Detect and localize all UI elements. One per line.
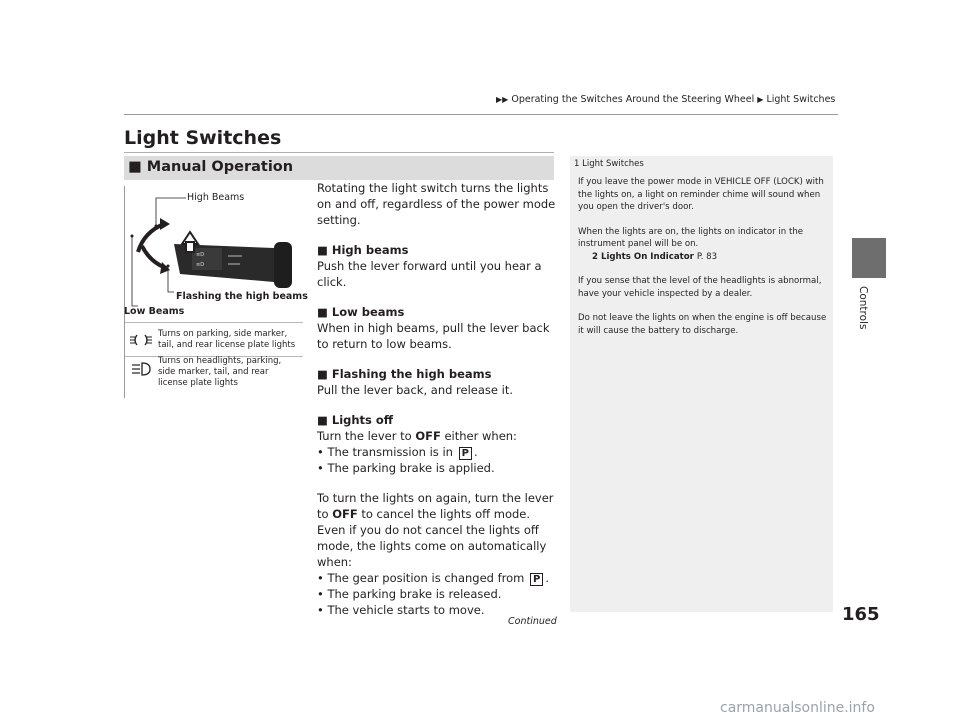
bullet-vehicle-moves: • The vehicle starts to move.	[317, 603, 485, 617]
low-beams-text: When in high beams, pull the lever back to return to low beams.	[317, 321, 550, 351]
xref-arrow-icon: 2	[592, 251, 598, 262]
notes-heading	[574, 159, 644, 169]
chapter-label: Controls	[857, 286, 869, 330]
section-title	[128, 159, 293, 175]
section-title-text: Manual Operation	[146, 159, 294, 175]
lights-off-heading: ■ Lights off	[317, 413, 394, 427]
cross-reference-link[interactable]: 2 Lights On Indicator P. 83	[592, 251, 718, 262]
high-beams-text: Push the lever forward until you hear a click.	[317, 259, 542, 289]
notes-heading-text: Light Switches	[582, 159, 644, 169]
intro-paragraph: Rotating the light switch turns the lights on and off, regardless of the power mode setting.	[317, 181, 556, 227]
section-marker-icon: ■	[128, 159, 142, 175]
bullet-parking-applied: • The parking brake is applied.	[317, 461, 495, 475]
svg-text:≡D: ≡D	[196, 252, 205, 258]
bullet-brake-released: • The parking brake is released.	[317, 587, 502, 601]
svg-text:≡D: ≡D	[196, 262, 205, 268]
lights-off-text: Turn the lever to OFF either when:	[317, 429, 517, 443]
figure-divider	[125, 322, 303, 323]
flashing-heading: ■ Flashing the high beams	[317, 367, 492, 381]
note-marker-icon: 1	[574, 159, 580, 169]
chapter-tab[interactable]	[852, 238, 886, 278]
breadcrumb	[496, 94, 835, 105]
note-paragraph-3: If you sense that the level of the headlights is abnormal, have your vehicle inspected by a dealer.	[578, 276, 822, 299]
high-beams-heading: ■ High beams	[317, 243, 409, 257]
low-beams-callout: Low Beams	[124, 306, 185, 317]
header-divider	[124, 114, 838, 115]
headlights-icon	[130, 362, 152, 376]
bullet-gear-changed: • The gear position is changed from P .	[317, 571, 550, 585]
page-number: 165	[842, 604, 880, 625]
bullet-transmission: • The transmission is in P .	[317, 445, 478, 459]
body-text	[317, 180, 557, 618]
title-divider	[124, 152, 554, 153]
breadcrumb-arrow-icon: ▶	[757, 95, 764, 104]
breadcrumb-arrow-icon: ▶▶	[496, 95, 509, 104]
legend-headlights-text: Turns on headlights, parking, side marker, tail, and rear license plate lights	[158, 356, 282, 388]
note-paragraph-4: Do not leave the lights on when the engine is off because it will cause the battery to discharge.	[578, 313, 827, 336]
legend-parking-text: Turns on parking, side marker, tail, and rear license plate lights	[158, 329, 296, 350]
breadcrumb-page[interactable]: Light Switches	[766, 94, 836, 105]
note-paragraph-2: When the lights are on, the lights on indicator in the instrument panel will be on.	[578, 226, 804, 249]
flashing-high-beams-callout: Flashing the high beams	[176, 291, 308, 302]
turn-on-paragraph: To turn the lights on again, turn the lever to OFF to cancel the lights off mode. Even if you do not cancel the lights off mode, the lights come on automatically when:	[317, 491, 554, 569]
flashing-text: Pull the lever back, and release it.	[317, 383, 514, 397]
note-paragraph-1: If you leave the power mode in VEHICLE OFF (LOCK) with the lights on, a light on reminder chime will sound when you open the driver's door.	[578, 177, 824, 212]
breadcrumb-section[interactable]: Operating the Switches Around the Steering Wheel	[511, 94, 755, 105]
low-beams-heading: ■ Low beams	[317, 305, 405, 319]
page-title: Light Switches	[124, 127, 282, 149]
continued-label: Continued	[508, 616, 557, 627]
high-beams-callout: High Beams	[187, 192, 245, 203]
notes-text	[578, 176, 828, 337]
parking-lights-icon	[130, 333, 152, 347]
gear-p-icon: P	[530, 573, 543, 586]
watermark: carmanualsonline.info	[720, 700, 875, 716]
gear-p-icon: P	[459, 447, 472, 460]
